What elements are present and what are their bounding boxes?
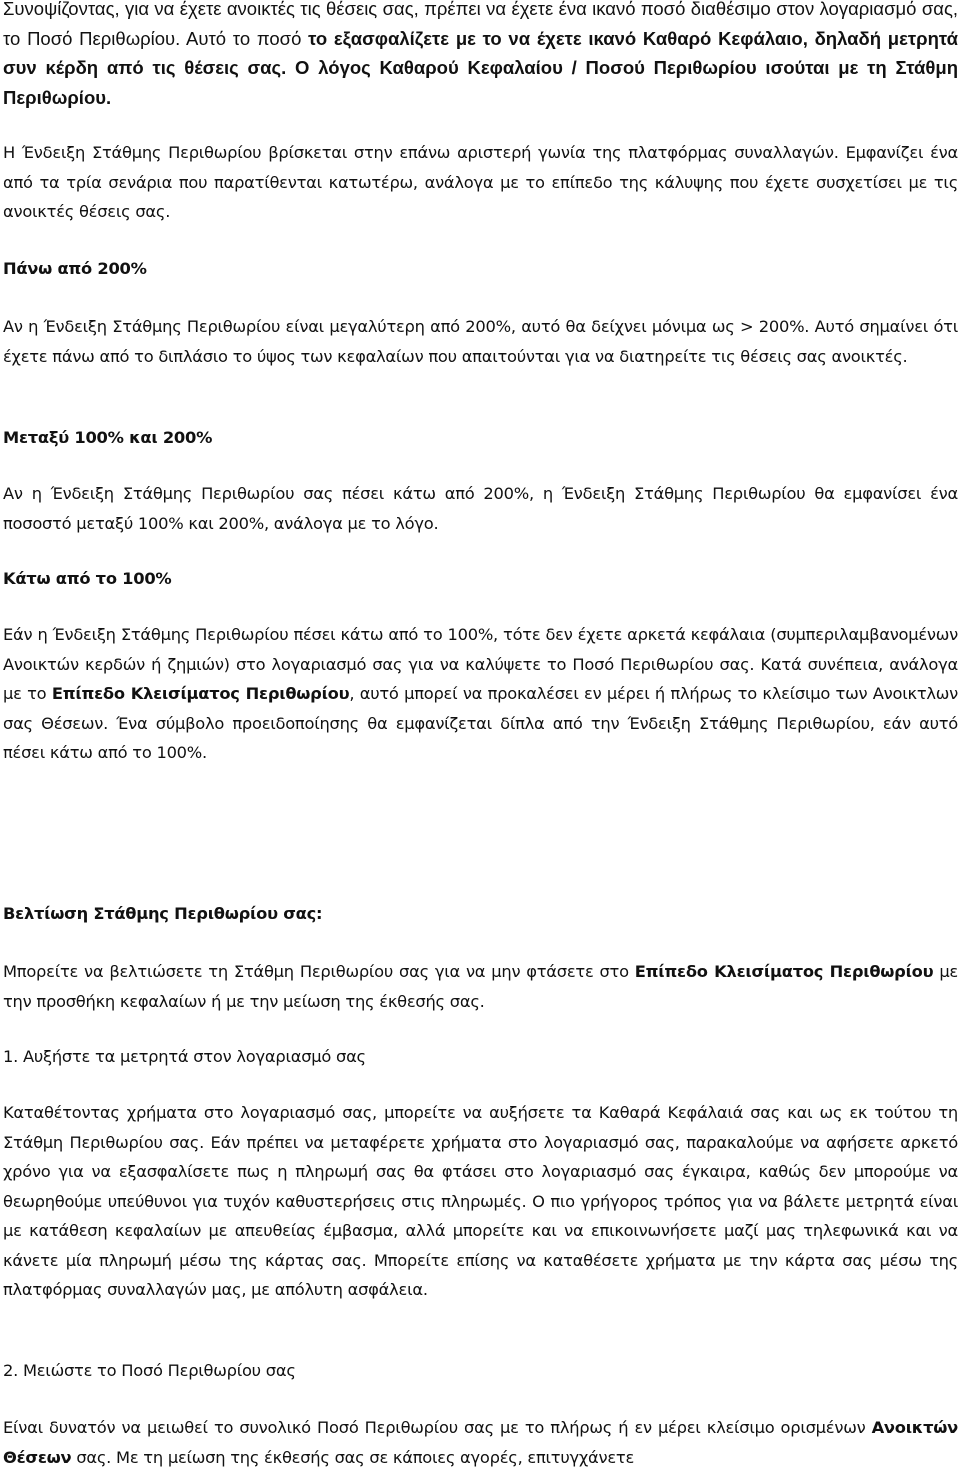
below-100-bold: Επίπεδο Κλεισίματος Περιθωρίου [51, 684, 350, 703]
intro-bold-text: το εξασφαλίζετε με το να έχετε ικανό Καθαρό Κεφάλαιο, δηλαδή μετρητά συν κέρδη από τις θέσεις σας. Ο λόγος Καθαρού Κεφαλαίου / Ποσού Περιθωρίου ισούται με τη Στάθμη Περιθωρίου. [3, 27, 958, 108]
heading-below-100: Κάτω από το 100% [3, 569, 172, 588]
paragraph-step-1: Καταθέτοντας χρήματα στο λογαριασμό σας, μπορείτε να αυξήσετε τα Καθαρά Κεφάλαιά σας και ως εκ τούτου τη Στάθμη Περιθωρίου σας. Εάν πρέπει να μεταφέρετε χρήματα στο λογαριασμό σας, παρακαλούμε να αφήσετε αρκετό χρόνο για να εξασφαλίσετε πως η πληρωμή σας θα φτάσει στο λογαριασμό σας έγκαιρα, καθώς δεν μπορούμε να θεωρηθούμε υπεύθυνοι για τυχόν καθυστερήσεις στις πληρωμές. Ο πιο γρήγορος τρόπος για να βάλετε μετρητά είναι με κατάθεση κεφαλαίων με απευθείας έμβασμα, αλλά μπορείτε και να επικοινωνήσετε μαζί μας τηλεφωνικά και να κάνετε μία πληρωμή μέσω της κάρτας σας. Μπορείτε επίσης να καταθέσετε χρήματα με την κάρτα σας μέσω της πλατφόρμας συναλλαγών μας, με απόλυτη ασφάλεια. [3, 1103, 958, 1299]
heading-above-200: Πάνω από 200% [3, 259, 147, 278]
improve-text-b: με την προσθήκη κεφαλαίων ή με την μείωση της έκθεσής σας. [3, 962, 958, 1011]
paragraph-below-100 [3, 620, 958, 768]
intro-text: Συνοψίζοντας, για να έχετε ανοικτές τις θέσεις σας, πρέπει να έχετε ένα ικανό ποσό διαθέσιμο στον λογαριασμό σας, το Ποσό Περιθωρίου. Αυτό το ποσό [3, 0, 958, 49]
heading-step-1: 1. Αυξήστε τα μετρητά στον λογαριασμό σας [3, 1047, 366, 1066]
step-2-text-b: σας. Με τη μείωση της έκθεσής σας σε κάποιες αγορές, επιτυγχάνετε [71, 1447, 635, 1467]
paragraph-improve [3, 957, 958, 1016]
heading-improve: Βελτίωση Στάθμης Περιθωρίου σας: [3, 904, 323, 923]
below-100-text-b: , αυτό μπορεί να προκαλέσει εν μέρει ή πλήρως το κλείσιμο των Ανοικτλων σας Θέσεων. Ένα σύμβολο προειδοποίησης θα εμφανίζεται δίπλα από την Ένδειξη Στάθμης Περιθωρίου, εάν αυτό πέσει κάτω από το 100%. [3, 684, 958, 762]
step-2-text-a: Είναι δυνατόν να μειωθεί το συνολικό Ποσό Περιθωρίου σας με το πλήρως ή εν μέρει κλείσιμο ορισμένων [3, 1418, 872, 1437]
below-100-text-a: Εάν η Ένδειξη Στάθμης Περιθωρίου πέσει κάτω από το 100%, τότε δεν έχετε αρκετά κεφάλαια (συμπεριλαμβανομένων Ανοικτών κερδών ή ζημιών) στο λογαριασμό σας για να καλύψετε το Ποσό Περιθωρίου σας. Κατά συνέπεια, ανάλογα με το [3, 625, 958, 703]
indicator-paragraph: Η Ένδειξη Στάθμης Περιθωρίου βρίσκεται στην επάνω αριστερή γωνία της πλατφόρμας συναλλαγών. Εμφανίζει ένα από τα τρία σενάρια που παρατίθενται κατωτέρω, ανάλογα με το επίπεδο της κάλυψης που έχετε συσχετίσει με τις ανοικτές θέσεις σας. [3, 143, 958, 221]
heading-between-100-200: Μεταξύ 100% και 200% [3, 428, 213, 447]
paragraph-above-200: Αν η Ένδειξη Στάθμης Περιθωρίου είναι μεγαλύτερη από 200%, αυτό θα δείχνει μόνιμα ως > 200%. Αυτό σημαίνει ότι έχετε πάνω από το διπλάσιο το ύψος των κεφαλαίων που απαιτούνται για να διατηρείτε τις θέσεις σας ανοικτές. [3, 317, 958, 366]
heading-step-2: 2. Μειώστε το Ποσό Περιθωρίου σας [3, 1361, 296, 1380]
improve-text-a: Μπορείτε να βελτιώσετε τη Στάθμη Περιθωρίου σας για να μην φτάσετε στο [3, 962, 635, 981]
paragraph-between-100-200: Αν η Ένδειξη Στάθμης Περιθωρίου σας πέσει κάτω από 200%, η Ένδειξη Στάθμης Περιθωρίου θα εμφανίσει ένα ποσοστό μεταξύ 100% και 200%, ανάλογα με το λόγο. [3, 484, 958, 533]
step-2-bold: Ανοικτών Θέσεων [3, 1418, 958, 1467]
intro-paragraph [3, 0, 958, 112]
improve-bold: Επίπεδο Κλεισίματος Περιθωρίου [634, 962, 934, 981]
paragraph-step-2 [3, 1413, 958, 1472]
